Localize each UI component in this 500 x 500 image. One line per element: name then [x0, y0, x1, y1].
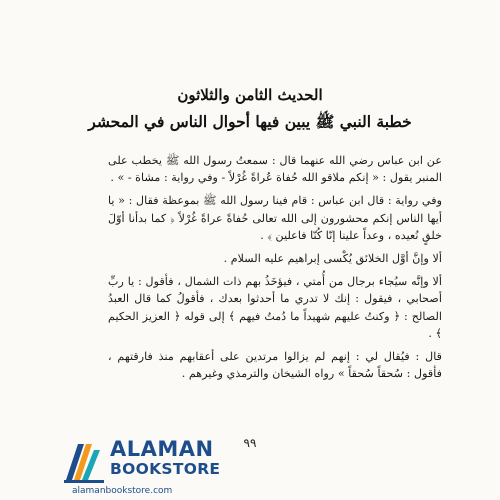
logo-text-alaman: ALAMAN [110, 437, 214, 461]
book-stack-icon [60, 436, 108, 484]
website-url: alamanbookstore.com [72, 486, 173, 496]
hadith-body [108, 152, 442, 386]
paragraph: عن ابن عباس رضي الله عنهما قال : سمعتُ رسول الله ﷺ يخطب على المنبر يقول : « إنكم ملاقو الله حُفاة عُراةً غُرْلاً - وفي رواية : مشاة - » . [108, 154, 442, 185]
paragraph: وفي رواية : قال ابن عباس : قام فينا رسول الله ﷺ بموعظة فقال : « يا أيها الناس إنكم محشورون إلى الله تعالى حُفاةً عراةً غُرْلاً ﴿ كما بدأنا أوّلَ خلقٍ نُعيده ، وعداً علينا إنّا كُنّا فاعلين ﴾ . [108, 194, 442, 242]
page-number: ٩٩ [243, 436, 257, 450]
paragraph: ألا وإنَّ أوَّل الخلائق يُكْسى إبراهيم عليه السلام . [223, 252, 442, 266]
logo-text-bookstore: BOOKSTORE [110, 460, 221, 478]
paragraph: ألا وإنَّه سيُجاء برجال من أُمتي ، فيؤخَذُ بهم ذات الشمال ، فأقول : يا ربِّ أصحابي ، فيقول : إنك لا تدري ما أحدثوا بعدك ، فأقولُ كما قال العبدُ الصالح : ﴿ وكنتُ عليهم شهيداً ما دُمتُ فيهم ﴾ إلى قوله ﴿ العزيز الحكيم ﴾ . [108, 275, 442, 340]
paragraph: قال : فيُقال لي : إنهم لم يزالوا مرتدين على أعقابهم منذ فارقتهم ، فأقول : سُحقاً سُحقاً » رواه الشيخان والترمذي وغيرهم . [108, 350, 442, 381]
bookstore-logo [60, 436, 280, 484]
hadith-number-heading: الحديث الثامن والثلاثون [177, 86, 323, 104]
hadith-title-heading: خطبة النبي ﷺ يبين فيها أحوال الناس في المحشر [88, 112, 412, 131]
